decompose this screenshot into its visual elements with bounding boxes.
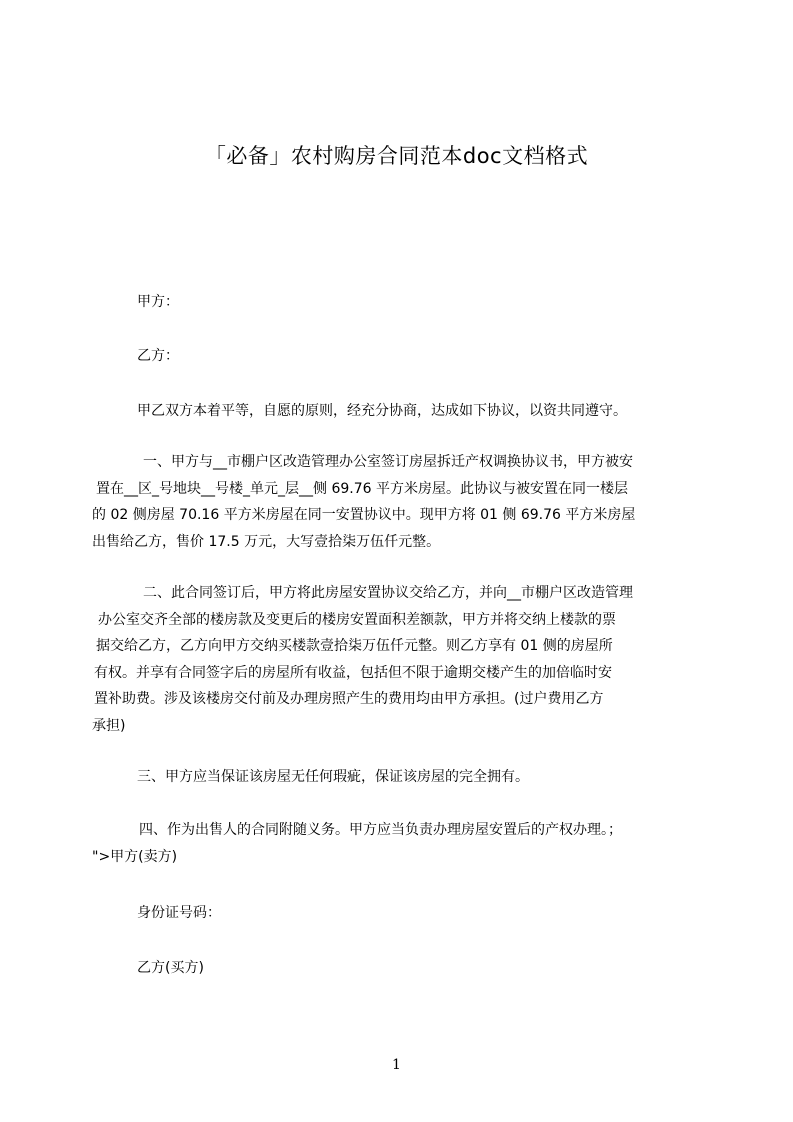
buyer-label: 乙方(买方) xyxy=(137,960,204,976)
intro-paragraph: 甲乙双方本着平等，自愿的原则，经充分协商，达成如下协议，以资共同遵守。 xyxy=(137,403,627,419)
clause-2-line: 据交给乙方，乙方向甲方交纳买楼款壹拾柒万伍仟元整。则乙方享有 01 侧的房屋所 xyxy=(96,638,613,654)
clause-1-line: 出售给乙方，售价 17.5 万元，大写壹拾柒万伍仟元整。 xyxy=(92,534,441,550)
party-b-label: 乙方： xyxy=(137,348,179,364)
clause-3: 三、甲方应当保证该房屋无任何瑕疵，保证该房屋的完全拥有。 xyxy=(137,769,529,785)
party-a-label: 甲方： xyxy=(137,294,179,310)
clause-1-line: 一、甲方与__市棚户区改造管理办公室签订房屋拆迁产权调换协议书，甲方被安 xyxy=(143,454,633,470)
clause-4-line: ">甲方(卖方) xyxy=(92,849,178,865)
clause-4-line: 四、作为出售人的合同附随义务。甲方应当负责办理房屋安置后的产权办理。； xyxy=(139,822,622,838)
clause-2-line: 办公室交齐全部的楼房款及变更后的楼房安置面积差额款，甲方并将交纳上楼款的票 xyxy=(98,612,616,628)
document-title: 「必备」农村购房合同范本doc文档格式 xyxy=(204,144,589,168)
id-number-label: 身份证号码： xyxy=(137,905,221,921)
clause-2-line: 承担) xyxy=(92,718,126,734)
clause-1-line: 置在__区_号地块__号楼_单元_层__侧 69.76 平方米房屋。此协议与被安置在同一楼层 xyxy=(96,481,628,497)
clause-2-line: 有权。并享有合同签字后的房屋所有收益，包括但不限于逾期交楼产生的加倍临时安 xyxy=(94,665,612,681)
clause-2-line: 二、此合同签订后，甲方将此房屋安置协议交给乙方，并向__市棚户区改造管理 xyxy=(143,585,633,601)
clause-2-line: 置补助费。涉及该楼房交付前及办理房照产生的费用均由甲方承担。(过户费用乙方 xyxy=(94,691,604,707)
clause-1-line: 的 02 侧房屋 70.16 平方米房屋在同一安置协议中。现甲方将 01 侧 69.76 平方米房屋 xyxy=(92,507,636,523)
page-number: 1 xyxy=(392,1057,401,1073)
